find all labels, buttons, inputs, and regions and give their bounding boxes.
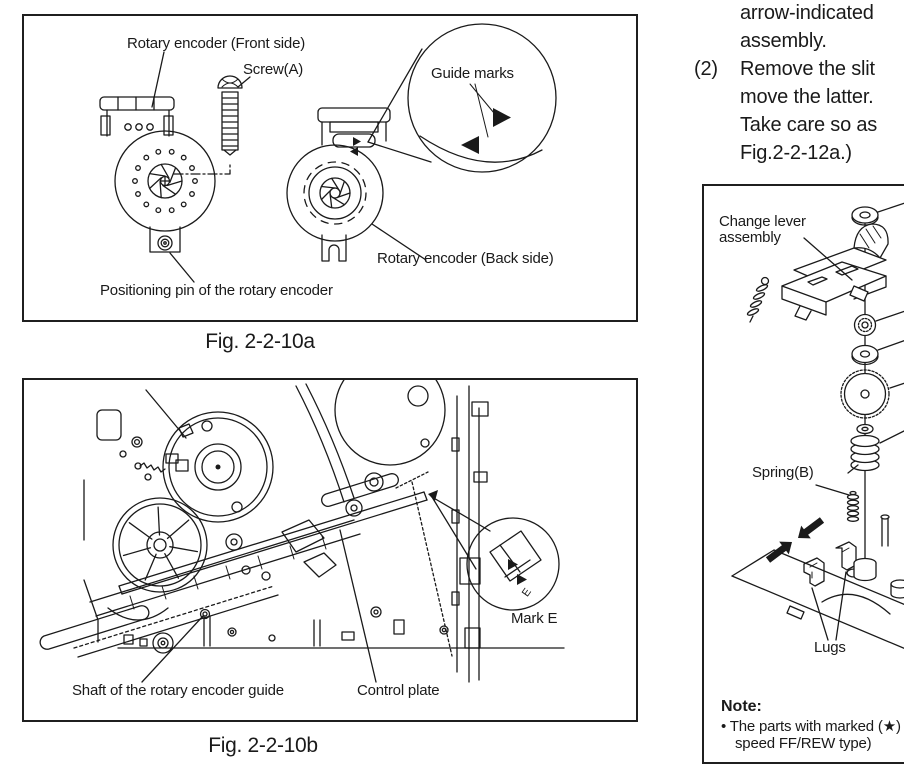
body-line — [690, 58, 904, 86]
body-line — [690, 2, 904, 30]
body-line-text: assembly. — [740, 30, 827, 53]
note-title: Note: — [721, 698, 762, 716]
top-washer — [852, 198, 904, 225]
figure-b-caption: Fig. 2-2-10b — [153, 734, 373, 758]
label-screw-a: Screw(A) — [243, 61, 303, 78]
label-rotary-encoder-front: Rotary encoder (Front side) — [127, 35, 305, 52]
body-line-text: Fig.2-2-12a.) — [740, 142, 852, 165]
centerline — [174, 162, 230, 174]
chassis-wheels — [108, 380, 445, 620]
body-line — [690, 114, 904, 142]
mark-e-letter: E — [520, 586, 534, 599]
body-line — [690, 86, 904, 114]
figure-a-box — [22, 14, 638, 322]
figure-b-leader-lines — [142, 530, 376, 682]
figure-b-art — [24, 380, 636, 720]
body-line-text: move the latter. — [740, 86, 874, 109]
coil-spring — [848, 423, 904, 473]
step-marker: (2) — [694, 58, 718, 81]
arrow-down-left — [798, 517, 824, 538]
label-change-lever-assembly: Change lever assembly — [719, 214, 815, 246]
mark-e-magnifier — [428, 490, 559, 610]
body-line-text: arrow-indicated — [740, 2, 874, 25]
figure-b-box — [22, 378, 638, 722]
note-continuation: speed FF/REW type) — [735, 735, 871, 752]
spring-b-drawing — [816, 485, 889, 546]
label-lugs: Lugs — [814, 639, 846, 656]
chassis-right-structures — [452, 386, 488, 682]
note-bullet: • The parts with marked (★) — [721, 717, 901, 735]
body-line-text: Remove the slit — [740, 58, 875, 81]
label-spring-b: Spring(B) — [752, 464, 814, 481]
figure-a-caption: Fig. 2-2-10a — [150, 330, 370, 354]
label-control-plate: Control plate — [357, 682, 439, 699]
gear — [841, 370, 904, 418]
figure-a-leader-lines — [152, 52, 426, 282]
flat-washer — [852, 335, 904, 365]
body-line-text: Take care so as — [740, 114, 877, 137]
figure-a-art — [24, 16, 636, 320]
direction-arrows — [766, 517, 824, 563]
label-mark-e: Mark E — [511, 610, 557, 627]
right-column-text — [690, 2, 904, 170]
serrated-washer — [855, 306, 904, 336]
guide-mark-arrow-left — [461, 136, 479, 154]
chassis-mid-parts — [226, 473, 383, 580]
label-guide-marks: Guide marks — [431, 65, 514, 82]
label-shaft-guide: Shaft of the rotary encoder guide — [72, 682, 284, 699]
mark-e-arrow-2 — [517, 574, 527, 585]
body-line — [690, 142, 904, 170]
label-positioning-pin: Positioning pin of the rotary encoder — [100, 282, 333, 299]
screw-drawing — [218, 76, 242, 155]
label-rotary-encoder-back: Rotary encoder (Back side) — [377, 250, 554, 267]
guide-mark-arrow-right — [493, 108, 511, 127]
body-line — [690, 30, 904, 58]
lugs-drawing — [804, 542, 856, 586]
chassis-left-parts — [84, 390, 193, 642]
guide-marks-magnifier — [368, 24, 556, 172]
